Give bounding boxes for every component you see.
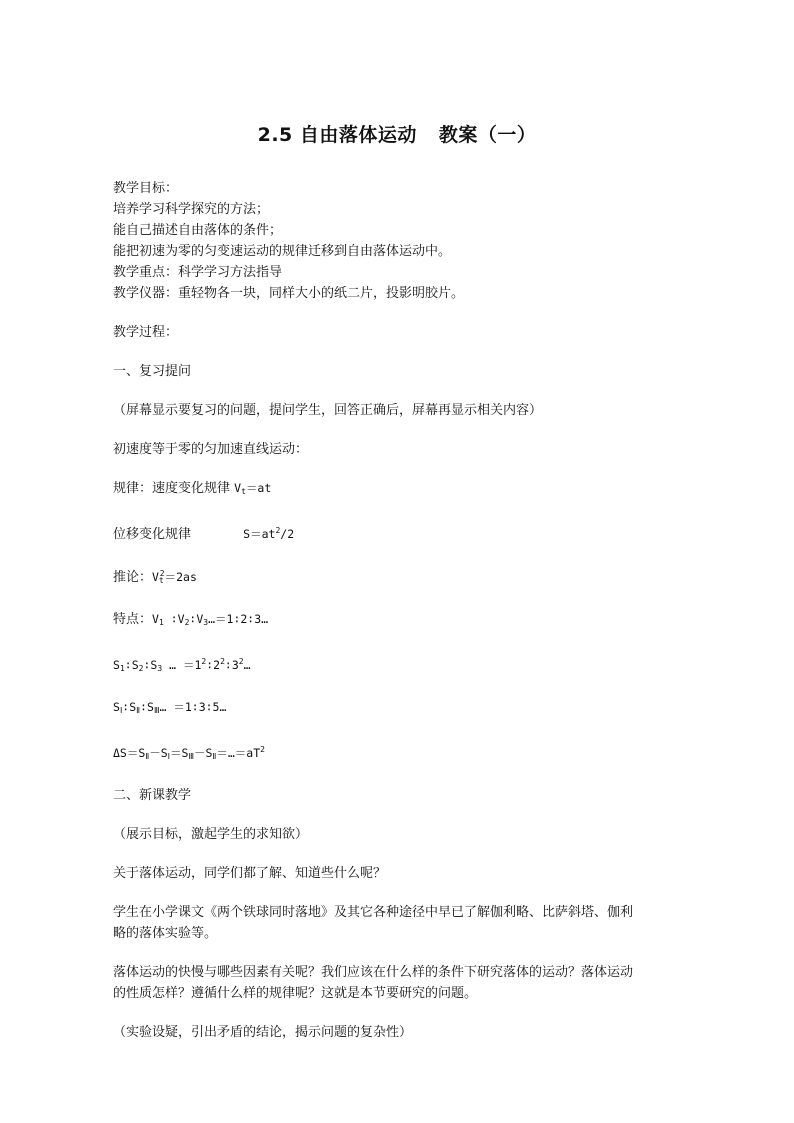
document-title: [0, 120, 794, 147]
section2-question: 关于落体运动，同学们都了解、知道些什么呢？: [113, 866, 387, 881]
objectives-heading: 教学目标：: [113, 181, 179, 196]
feature-1-formula: $V_1$ $∶V_2∶V_3\dots=1∶2∶3\dots$: [152, 612, 269, 627]
objective-2: 能自己描述自由落体的条件；: [113, 223, 283, 238]
feature-3: $S_Ⅰ∶S_Ⅱ∶S_Ⅲ\dots$ ＝1∶3∶5…: [113, 700, 227, 715]
objective-1: 培养学习科学探究的方法；: [113, 202, 270, 217]
law-velocity: [113, 478, 683, 502]
feature-label: 特点：: [113, 612, 153, 627]
title-sub: 教案（一）: [438, 124, 537, 146]
equipment: 教学仪器：重轻物各一块，同样大小的纸二片，投影明胶片。: [113, 286, 465, 301]
infer-formula: $V_t^2=2as$: [152, 569, 197, 585]
section2-para1: 学生在小学课文《两个铁球同时落地》及其它各种途径中早已了解伽利略、比萨斜塔、伽利 略的落体实验等。: [113, 905, 634, 941]
process-heading: 教学过程：: [113, 325, 179, 340]
objective-3: 能把初速为零的匀变速运动的规律迁移到自由落体运动中。: [113, 244, 452, 259]
document-body: [113, 178, 683, 1043]
section2-para2: 落体运动的快慢与哪些因素有关呢？我们应该在什么样的条件下研究落体的运动？落体运动 的性质怎样？遵循什么样的规律呢？这就是本节要研究的问题。: [113, 965, 634, 1001]
key-point: 教学重点：科学学习方法指导: [113, 265, 283, 280]
infer-label: 推论：: [113, 570, 153, 585]
law-formula: $V_t=at$: [234, 481, 272, 496]
disp-formula: $S=at^2/2$: [243, 526, 295, 541]
feature-4: $\Delta S=S_Ⅱ-S_Ⅰ=S_Ⅲ-S_Ⅱ=\dots=aT^2$: [113, 745, 265, 761]
feature-2: $S_1∶S_2∶S_3$ … $=1^2∶2^2∶3^2\dots$: [113, 657, 251, 673]
section1-note: （屏幕显示要复习的问题，提问学生，回答正确后，屏幕再显示相关内容）: [113, 403, 543, 418]
section2-note1: （展示目标，激起学生的求知欲）: [113, 827, 309, 842]
section1-intro: 初速度等于零的匀加速直线运动：: [113, 442, 309, 457]
law-label: 规律：速度变化规律: [113, 481, 231, 496]
section2-heading: 二、新课教学: [113, 788, 192, 803]
section1-heading: 一、复习提问: [113, 364, 192, 379]
law-displacement: [113, 520, 683, 545]
title-main: 2.5 自由落体运动: [257, 124, 417, 146]
inference: [113, 563, 683, 591]
disp-label: 位移变化规律: [113, 527, 192, 542]
section2-note2: （实验设疑，引出矛盾的结论，揭示问题的复杂性）: [113, 1025, 413, 1040]
feature-1: [113, 609, 683, 633]
